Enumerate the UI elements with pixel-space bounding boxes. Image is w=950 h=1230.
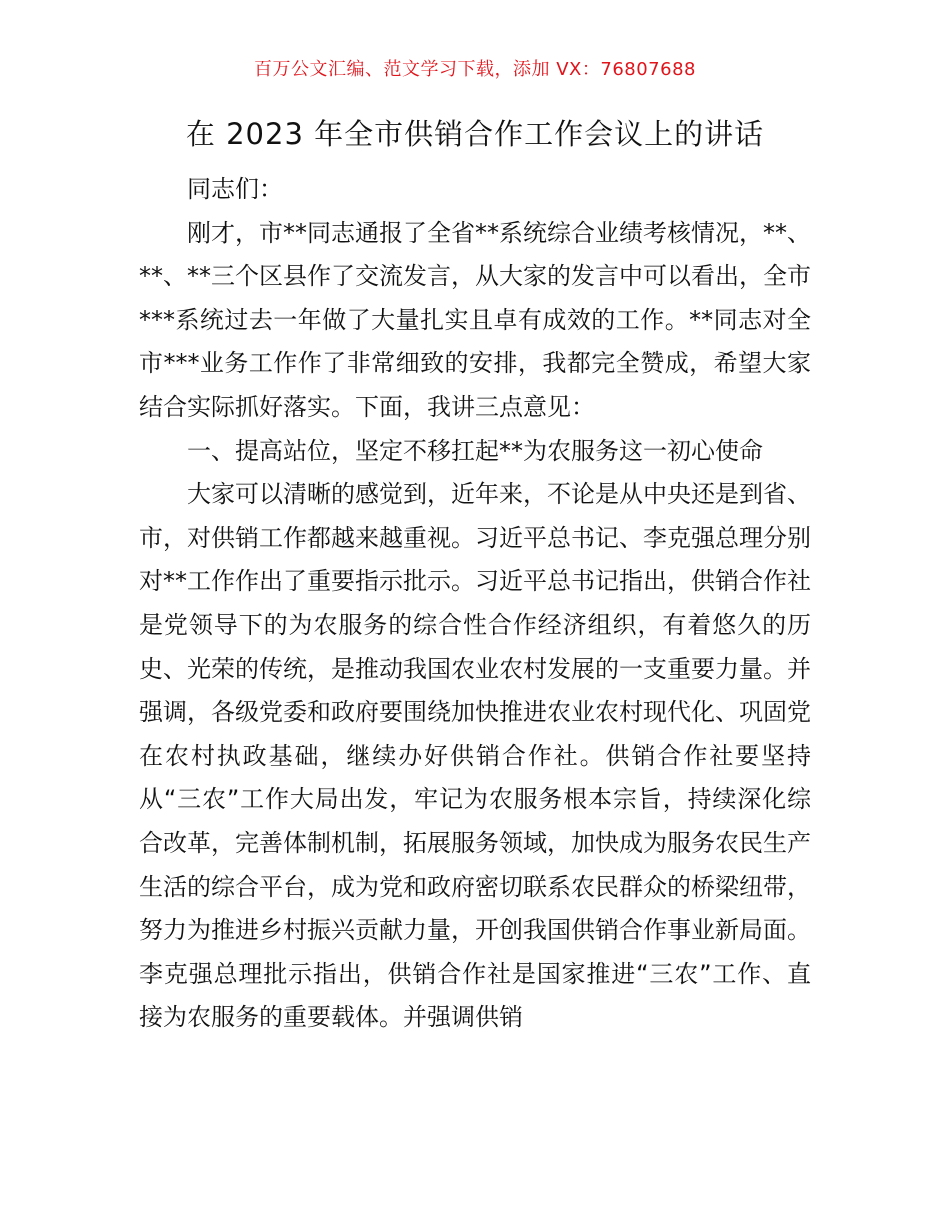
salutation: 同志们： (187, 175, 283, 203)
paragraph-section-1: 大家可以清晰的感觉到，近年来，不论是从中央还是到省、市，对供销工作都越来越重视。习近平总书记、李克强总理分别对**工作作出了重要指示批示。习近平总书记指出，供销合作社是党领导下的为农服务的综合性合作经济组织，有着悠久的历史、光荣的传统，是推动我国农业农村发展的一支重要力量。并强调，各级党委和政府要围绕加快推进农业农村现代化、巩固党在农村执政基础，继续办好供销合作社。供销合作社要坚持从“三农”工作大局出发，牢记为农服务根本宗旨，持续深化综合改革，完善体制机制，拓展服务领域，加快成为服务农民生产生活的综合平台，成为党和政府密切联系农民群众的桥梁纽带，努力为推进乡村振兴贡献力量，开创我国供销合作事业新局面。李克强总理批示指出，供销合作社是国家推进“三农”工作、直接为农服务的重要载体。并强调供销 (139, 480, 811, 1032)
document-title: 在 2023 年全市供销合作工作会议上的讲话 (185, 117, 765, 151)
section-heading-1: 一、提高站位，坚定不移扛起**为农服务这一初心使命 (187, 436, 763, 465)
document-body (139, 168, 811, 1040)
paragraph-intro: 刚才，市**同志通报了全省**系统综合业绩考核情况，**、**、**三个区县作了交流发言，从大家的发言中可以看出，全市***系统过去一年做了大量扎实且卓有成效的工作。**同志对全市***业务工作作了非常细致的安排，我都完全赞成，希望大家结合实际抓好落实。下面，我讲三点意见： (139, 218, 811, 421)
header-watermark: 百万公文汇编、范文学习下载，添加 VX：76807688 (254, 59, 696, 80)
